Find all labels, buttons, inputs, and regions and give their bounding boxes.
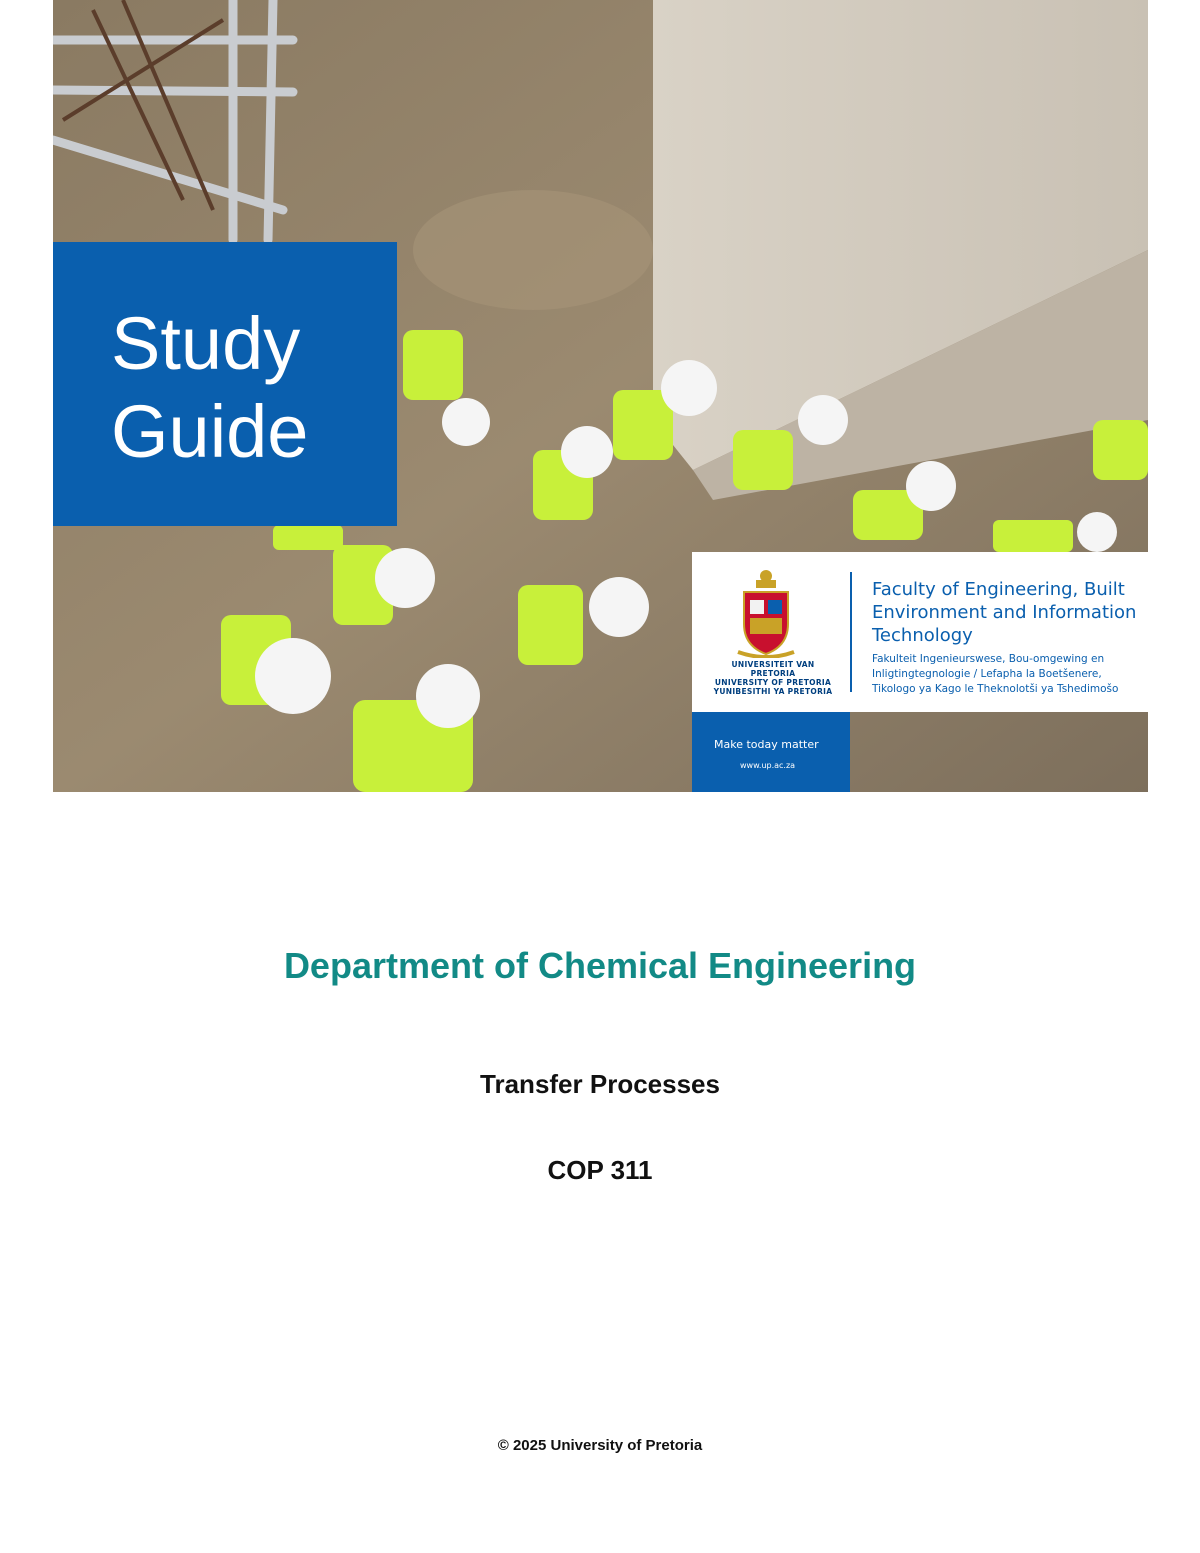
- logo-divider: [850, 572, 852, 692]
- study-guide-title: [111, 300, 308, 476]
- tagline: Make today matter: [714, 738, 819, 751]
- department-title: Department of Chemical Engineering: [283, 945, 917, 986]
- faculty-logo-panel: [692, 552, 1148, 712]
- title-line-1: Study: [111, 302, 301, 385]
- study-guide-banner: [53, 242, 397, 526]
- copyright-notice: © 2025 University of Pretoria: [497, 1437, 703, 1454]
- course-name: Transfer Processes: [480, 1069, 720, 1099]
- faculty-translation: Fakulteit Ingenieurswese, Bou-omgewing en Inligtingtegnologie / Lefapha la Boetšenere, Tikologo ya Kago le Theknolotši ya Tshedimošo: [872, 653, 1119, 695]
- university-crest-icon: [736, 566, 796, 658]
- title-line-2: Guide: [111, 390, 309, 473]
- tagline-box: [692, 712, 850, 792]
- faculty-title: Faculty of Engineering, Built Environment and Information Technology: [872, 579, 1137, 646]
- university-names: UNIVERSITEIT VAN PRETORIA UNIVERSITY OF PRETORIA YUNIBESITHI YA PRETORIA: [713, 660, 833, 696]
- course-code: COP 311: [547, 1155, 653, 1185]
- website-url: www.up.ac.za: [740, 761, 796, 770]
